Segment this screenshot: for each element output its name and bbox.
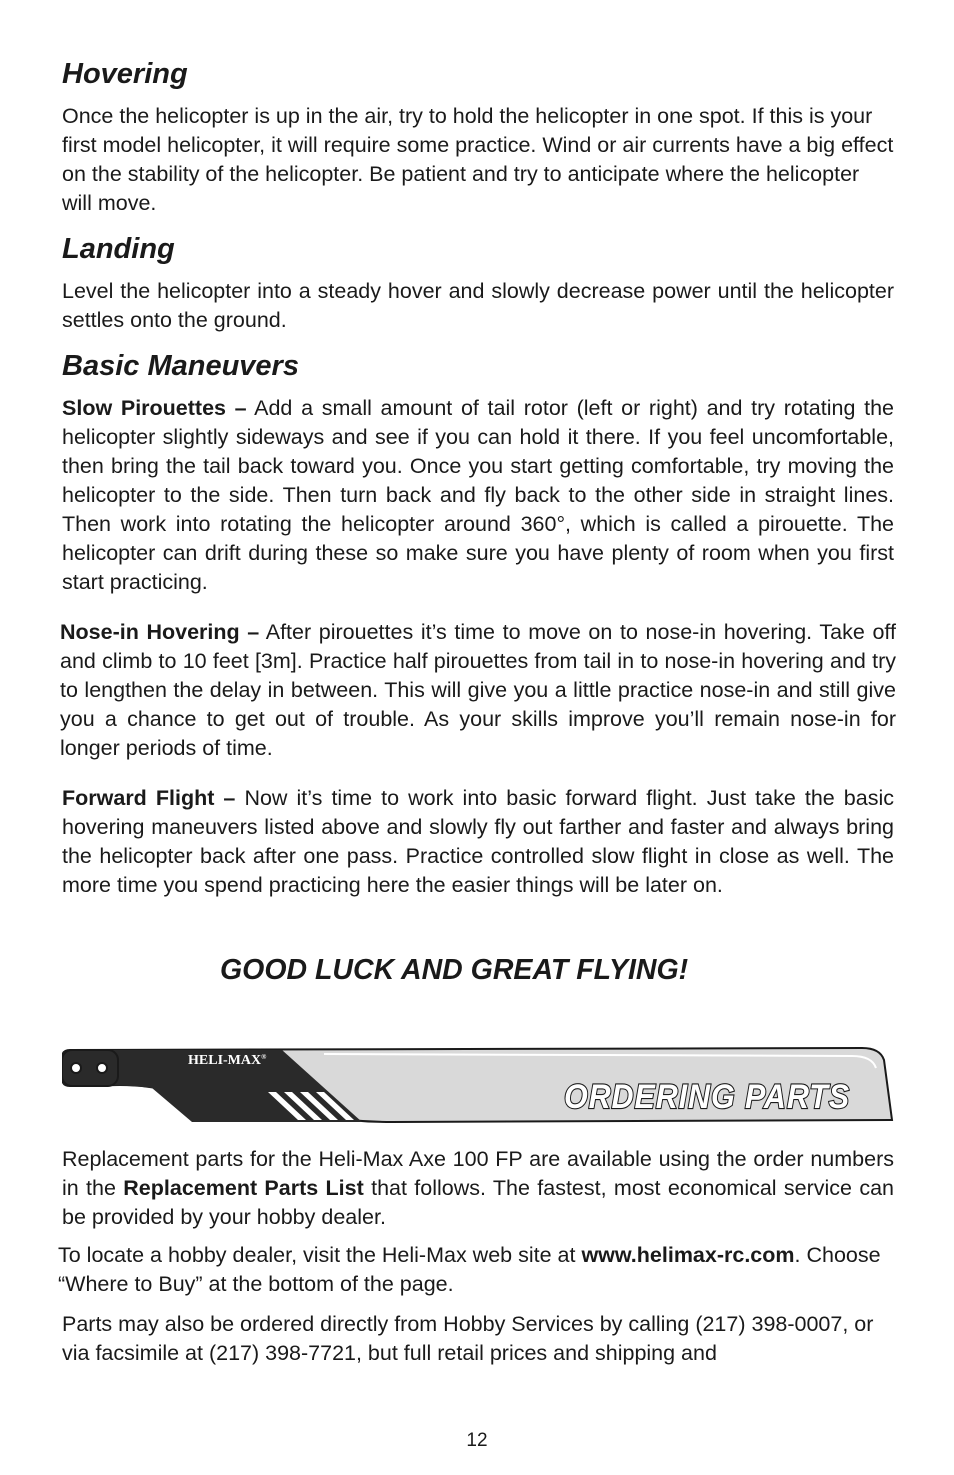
slow-pirouettes-paragraph xyxy=(62,394,894,597)
closing-slogan: GOOD LUCK AND GREAT FLYING! xyxy=(220,954,689,986)
replacement-text-b: that follows. The fastest, most economical service can be provided by your hobby dealer. xyxy=(62,1176,894,1229)
slow-pirouettes-lead: Slow Pirouettes – xyxy=(62,396,247,420)
forward-flight-paragraph xyxy=(62,784,894,900)
heli-max-logo: HELI-MAX® xyxy=(188,1053,267,1068)
locate-text-b: . Choose “Where to Buy” at the bottom of the page. xyxy=(58,1243,881,1296)
banner-title: ORDERING PARTS xyxy=(564,1078,850,1116)
website-link[interactable]: www.helimax-rc.com xyxy=(581,1243,795,1267)
basic-maneuvers-heading: Basic Maneuvers xyxy=(62,350,299,382)
page-number: 12 xyxy=(466,1430,488,1451)
blade-hole-right-icon xyxy=(97,1063,107,1073)
hovering-heading: Hovering xyxy=(62,58,188,90)
hobby-services-paragraph: Parts may also be ordered directly from Hobby Services by calling (217) 398-0007, or via facsimile at (217) 398-7721, but full retail prices and shipping and xyxy=(62,1312,874,1365)
blade-hole-left-icon xyxy=(71,1063,81,1073)
nose-in-hovering-text: After pirouettes it’s time to move on to nose-in hovering. Take off and climb to 10 feet [3m]. Practice half pirouettes from tail in to nose-in hovering and try to lengthen the delay in between. This will give you a little practice nose-in and still give you a chance to get out of trouble. As your skills improve you’ll remain nose-in for longer periods of time. xyxy=(60,620,896,760)
locate-dealer-paragraph xyxy=(58,1241,894,1299)
replacement-parts-paragraph xyxy=(62,1145,894,1232)
replacement-text-a: Replacement parts for the Heli-Max Axe 100 FP are available using the order numbers in the xyxy=(62,1147,894,1200)
forward-flight-lead: Forward Flight – xyxy=(62,786,236,810)
locate-text-a: To locate a hobby dealer, visit the Heli-Max web site at xyxy=(58,1243,582,1267)
nose-in-hovering-paragraph xyxy=(60,618,896,763)
slow-pirouettes-text: Add a small amount of tail rotor (left or right) and try rotating the helicopter slightly sideways and see if you can hold it there. If you feel uncomfortable, then bring the tail back toward you. Once you start getting comfortable, try moving the helicopter to the side. Then turn back and fly back to the other side in straight lines. Then work into rotating the helicopter around 360°, which is called a pirouette. The helicopter can drift during these so make sure you have plenty of room when you first start practicing. xyxy=(62,396,894,594)
hovering-paragraph: Once the helicopter is up in the air, try to hold the helicopter in one spot. If this is your first model helicopter, it will require some practice. Wind or air currents have a big effect on the stability of the helicopter. Be patient and try to anticipate where the helicopter will move. xyxy=(62,104,894,215)
forward-flight-text: Now it’s time to work into basic forward flight. Just take the basic hovering maneuvers listed above and slowly fly out farther and faster and always bring the helicopter back after one pass. Practice controlled slow flight in close as well. The more time you spend practicing here the easier things will be later on. xyxy=(62,786,894,897)
parts-list-reference: Replacement Parts List xyxy=(123,1176,364,1200)
landing-heading: Landing xyxy=(62,233,175,265)
landing-paragraph: Level the helicopter into a steady hover and slowly decrease power until the helicopter settles onto the ground. xyxy=(62,279,894,332)
nose-in-hovering-lead: Nose-in Hovering – xyxy=(60,620,260,644)
ordering-parts-banner xyxy=(62,1042,894,1126)
